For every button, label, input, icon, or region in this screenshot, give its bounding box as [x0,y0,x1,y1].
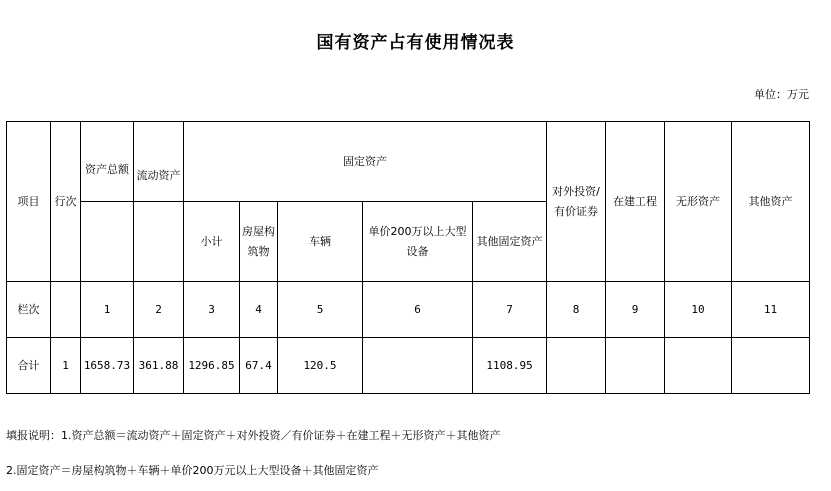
intangible-value [665,338,732,394]
buildings-value: 67.4 [240,338,278,394]
column-number: 9 [606,282,665,338]
total-assets-value: 1658.73 [81,338,134,394]
asset-table [6,121,810,394]
column-number: 4 [240,282,278,338]
column-number: 3 [184,282,240,338]
header-total-assets-cont [81,202,134,282]
unit-label: 单位：万元 [754,88,809,101]
total-row-num: 1 [51,338,81,394]
other-fixed-value: 1108.95 [473,338,547,394]
column-number: 1 [81,282,134,338]
note-line-2: 2.固定资产＝房屋构筑物＋车辆＋单价200万元以上大型设备＋其他固定资产 [6,464,379,477]
header-total-assets: 资产总额 [81,122,134,202]
column-row-label: 栏次 [7,282,51,338]
vehicles-value: 120.5 [278,338,363,394]
report-title: 国有资产占有使用情况表 [316,33,515,53]
header-buildings: 房屋构筑物 [240,202,278,282]
note-line-1: 填报说明：1.资产总额＝流动资产＋固定资产＋对外投资／有价证券＋在建工程＋无形资产＋其他资产 [6,429,501,442]
column-number: 5 [278,282,363,338]
construction-value [606,338,665,394]
header-vehicles: 车辆 [278,202,363,282]
header-other-fixed: 其他固定资产 [473,202,547,282]
column-row-num [51,282,81,338]
column-number: 11 [732,282,810,338]
column-number: 8 [547,282,606,338]
other-assets-value [732,338,810,394]
investment-value [547,338,606,394]
header-current-assets: 流动资产 [134,122,184,202]
column-number: 10 [665,282,732,338]
column-number: 7 [473,282,547,338]
header-row-num: 行次 [51,122,81,282]
total-row [7,338,810,394]
column-number-row [7,282,810,338]
header-other-assets: 其他资产 [732,122,810,282]
column-number: 2 [134,282,184,338]
column-number: 6 [363,282,473,338]
current-assets-value: 361.88 [134,338,184,394]
subtotal-value: 1296.85 [184,338,240,394]
header-subtotal: 小计 [184,202,240,282]
header-item: 项目 [7,122,51,282]
header-large-equipment: 单价200万以上大型设备 [363,202,473,282]
header-investment: 对外投资/有价证券 [547,122,606,282]
large-equipment-value [363,338,473,394]
header-fixed-assets: 固定资产 [184,122,547,202]
header-construction: 在建工程 [606,122,665,282]
header-intangible: 无形资产 [665,122,732,282]
header-current-assets-cont [134,202,184,282]
total-row-label: 合计 [7,338,51,394]
